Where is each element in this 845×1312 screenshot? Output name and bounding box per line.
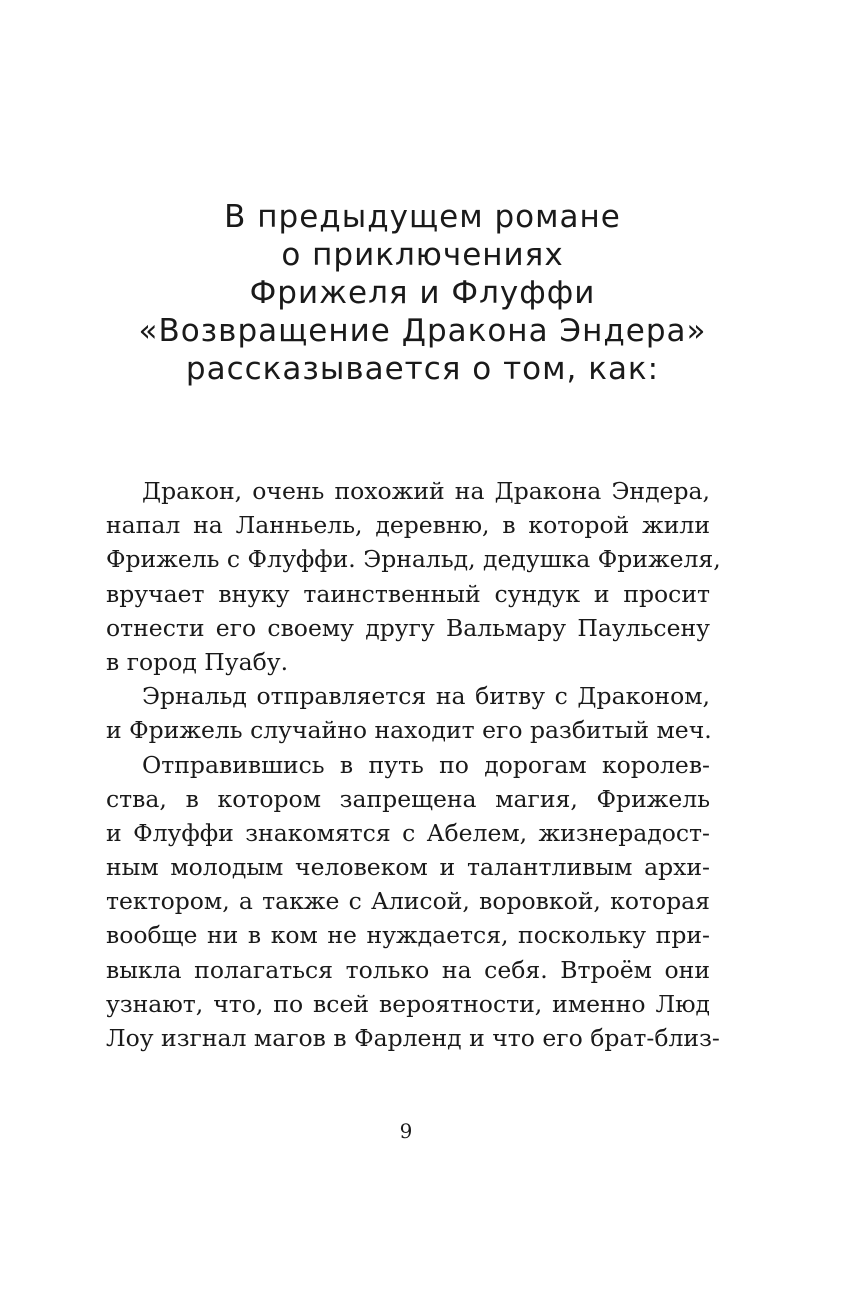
heading-line: В предыдущем романе [224, 199, 621, 235]
paragraph-2 [106, 679, 710, 747]
text-line: напал на Ланньель, деревню, в которой жили [106, 511, 710, 540]
chapter-heading [0, 198, 845, 388]
text-line: ства, в котором запрещена магия, Фрижель [106, 784, 710, 813]
heading-line: о приключениях [281, 237, 564, 273]
text-line: в город Пуабу. [106, 647, 289, 676]
text-line: Отправившись в путь по дорогам королев- [142, 750, 710, 779]
page-number: 9 [399, 1119, 413, 1143]
heading-line: рассказывается о том, как: [185, 351, 660, 387]
text-line: Фрижель с Флуффи. Эрнальд, дедушка Фрижеля, [106, 545, 721, 574]
text-line: Лоу изгнал магов в Фарленд и что его брат-близ- [106, 1024, 720, 1052]
paragraph-3 [106, 748, 720, 1056]
body-text [106, 474, 721, 1055]
text-line: узнают, что, по всей вероятности, именно Люд [106, 989, 710, 1018]
heading-line: «Возвращение Дракона Эндера» [138, 313, 707, 349]
text-line: вручает внуку таинственный сундук и просит [106, 579, 710, 608]
text-line: Дракон, очень похожий на Дракона Эндера, [142, 477, 710, 505]
heading-line: Фрижеля и Флуффи [249, 275, 596, 311]
text-line: выкла полагаться только на себя. Втроём они [106, 955, 710, 984]
paragraph-1 [106, 474, 721, 679]
text-line: тектором, а также с Алисой, воровкой, которая [106, 887, 710, 916]
text-line: отнести его своему другу Вальмару Паульсену [106, 613, 710, 642]
text-line: Эрнальд отправляется на битву с Драконом, [142, 682, 710, 711]
text-line: и Флуффи знакомятся с Абелем, жизнерадост- [106, 818, 710, 847]
text-line: и Фрижель случайно находит его разбитый меч. [106, 716, 712, 745]
text-line: ным молодым человеком и талантливым архи- [106, 853, 710, 882]
text-line: вообще ни в ком не нуждается, поскольку при- [106, 921, 710, 950]
